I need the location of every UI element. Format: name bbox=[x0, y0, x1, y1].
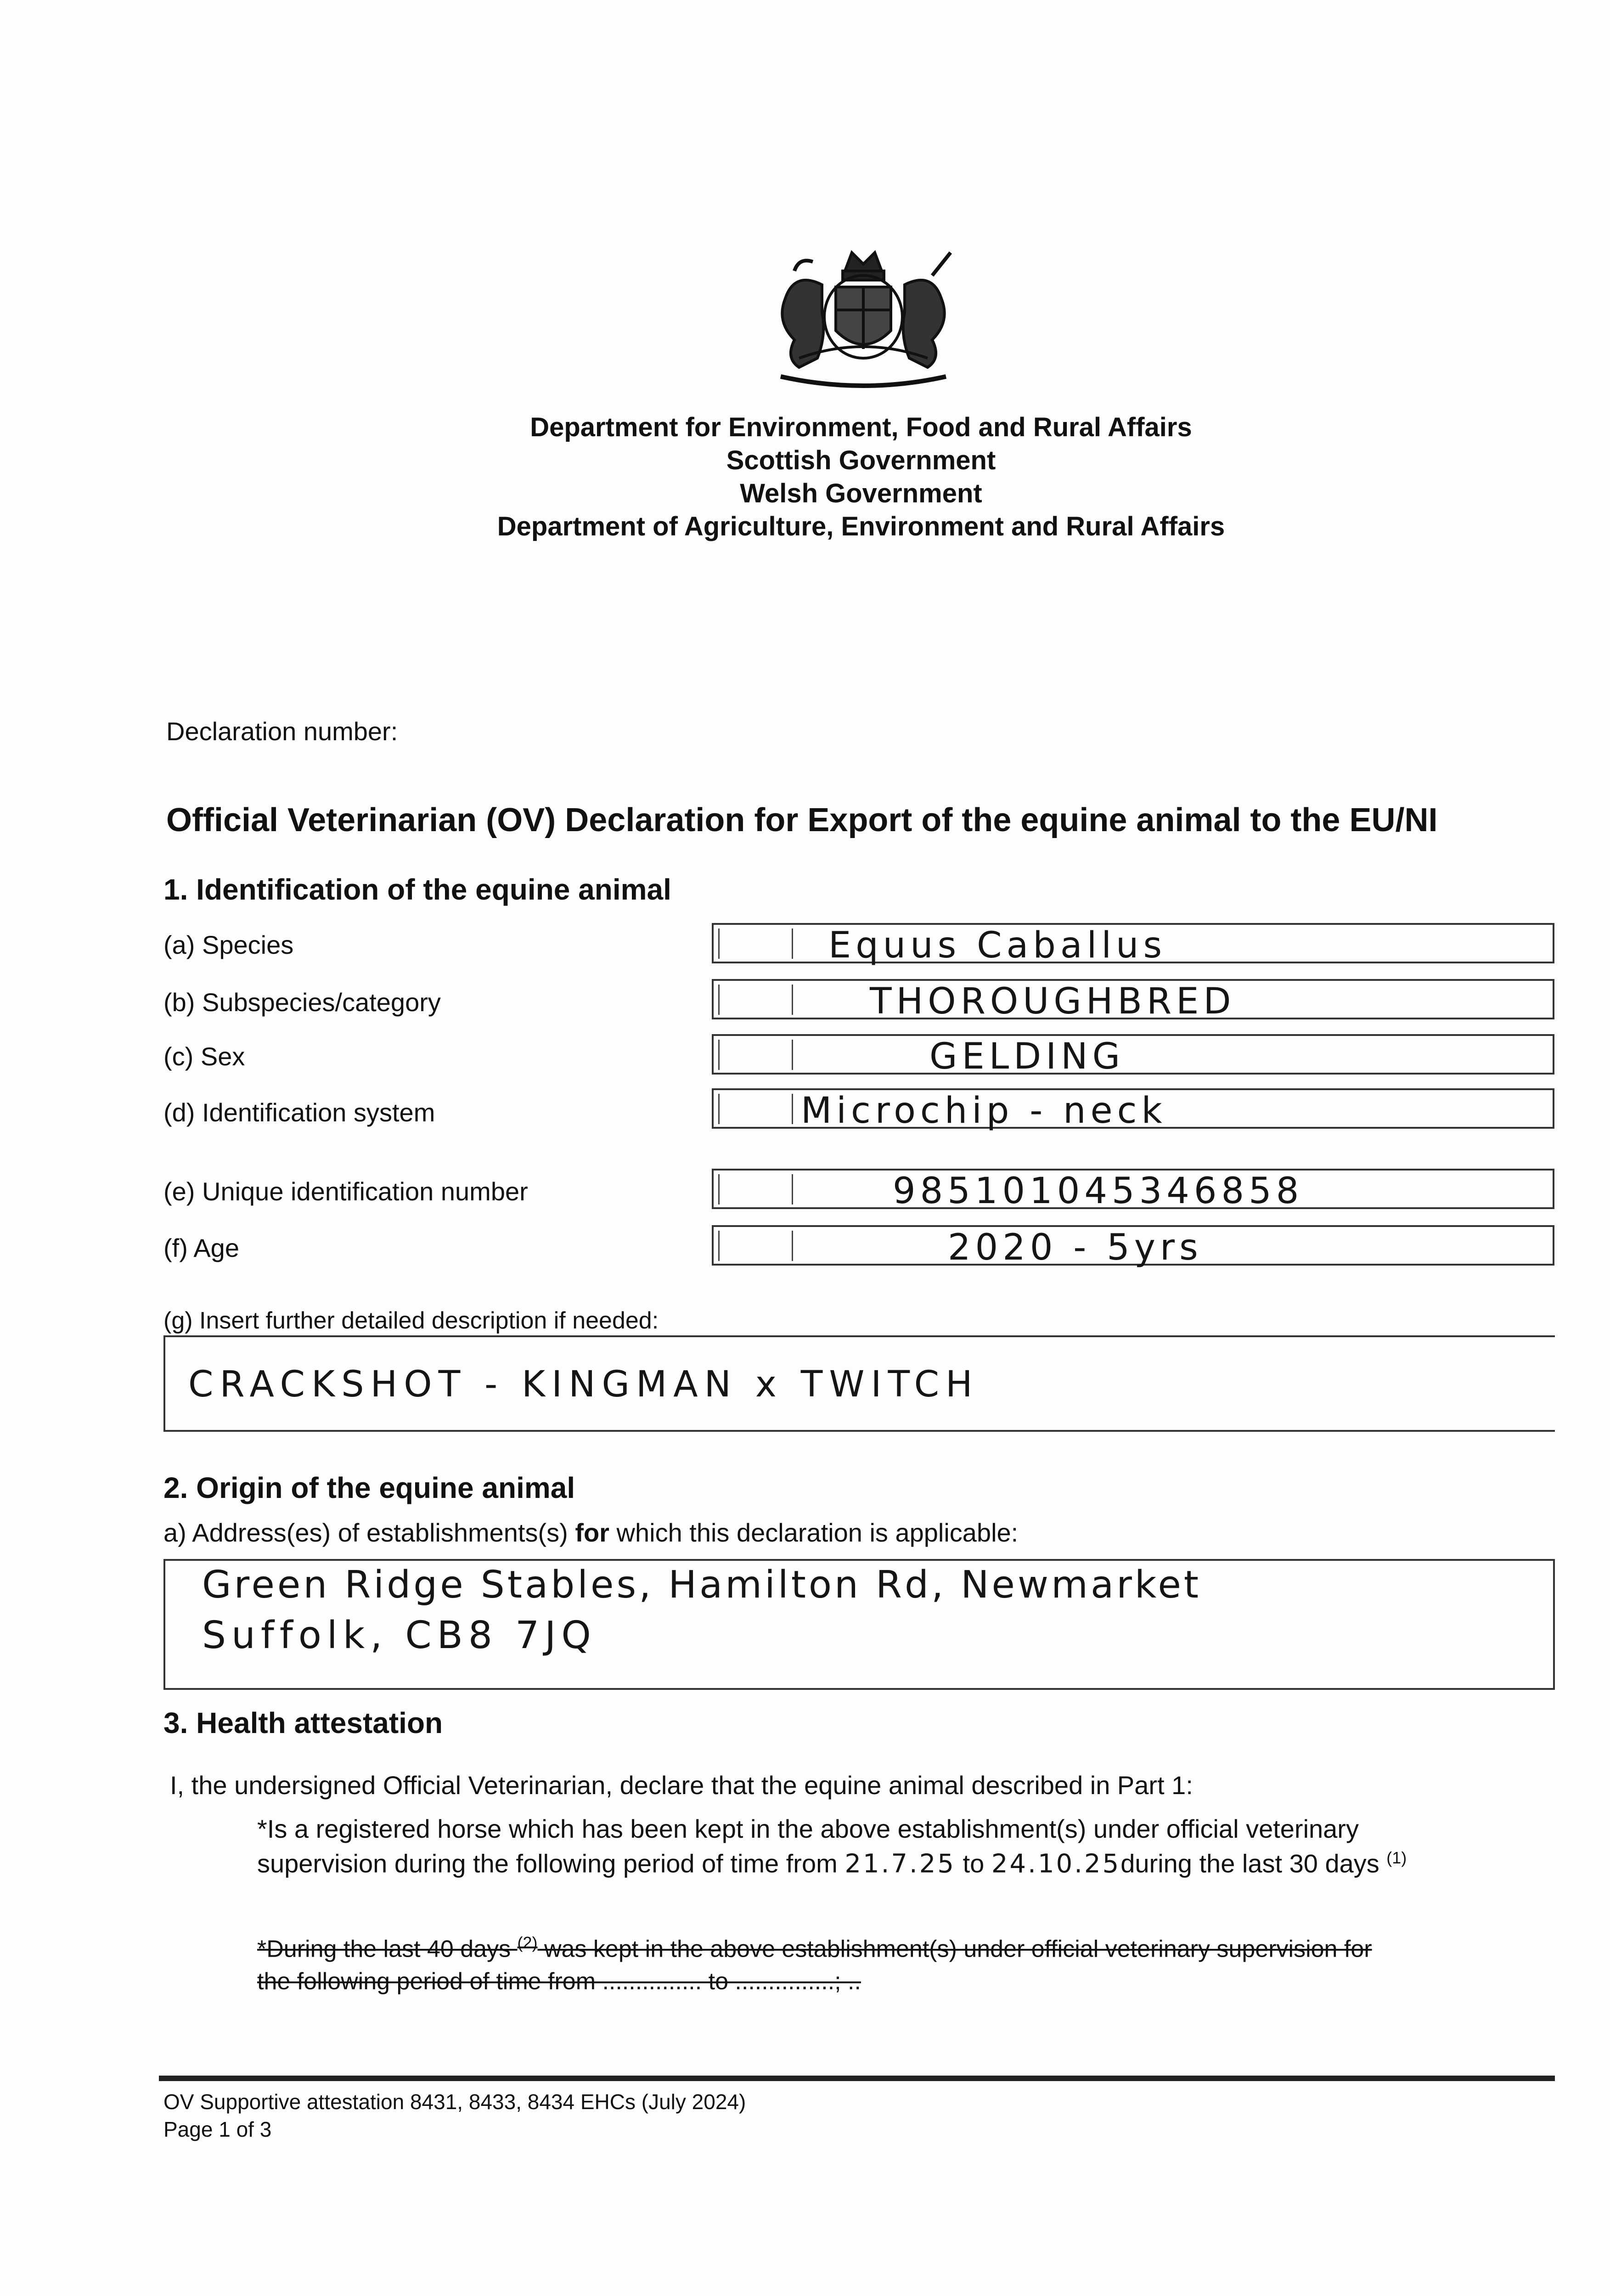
date-from: 21.7.25 bbox=[844, 1849, 956, 1879]
attestation-intro: I, the undersigned Official Veterinarian, declare that the equine animal described in Part 1: bbox=[170, 1771, 1193, 1800]
identification-system-value: Microchip - neck bbox=[801, 1090, 1167, 1131]
further-description-label: (g) Insert further detailed description if needed: bbox=[163, 1307, 659, 1334]
department-line: Welsh Government bbox=[740, 478, 982, 508]
age-label: (f) Age bbox=[163, 1233, 239, 1262]
further-description-value: CRACKSHOT - KINGMAN x TWITCH bbox=[188, 1364, 979, 1405]
date-to: 24.10.25 bbox=[991, 1849, 1121, 1879]
department-line: Department of Agriculture, Environment and Rural Affairs bbox=[497, 512, 1225, 541]
identification-system-field[interactable] bbox=[712, 1088, 1554, 1129]
royal-coat-of-arms-icon bbox=[753, 243, 974, 400]
footer-page-number: Page 1 of 3 bbox=[163, 2117, 272, 2141]
attestation-para2-line2: the following period of time from ............... to ...............; .. bbox=[257, 1968, 861, 1995]
attestation-para1-line1: *Is a registered horse which has been kept in the above establishment(s) under official veterinary bbox=[257, 1814, 1359, 1843]
age-value: 2020 - 5yrs bbox=[948, 1227, 1203, 1268]
address-field[interactable] bbox=[163, 1559, 1555, 1690]
species-value: Equus Caballus bbox=[828, 925, 1167, 966]
subspecies-field[interactable] bbox=[712, 979, 1554, 1022]
further-description-field[interactable] bbox=[163, 1335, 1555, 1432]
unique-id-label: (e) Unique identification number bbox=[163, 1177, 528, 1206]
address-line-2: Suffolk, CB8 7JQ bbox=[202, 1614, 597, 1657]
declaration-number-label: Declaration number: bbox=[166, 717, 398, 746]
unique-id-field[interactable] bbox=[712, 1169, 1554, 1212]
section2-heading: 2. Origin of the equine animal bbox=[163, 1471, 575, 1504]
sex-label: (c) Sex bbox=[163, 1042, 245, 1071]
department-line: Department for Environment, Food and Rural Affairs bbox=[530, 412, 1192, 442]
unique-id-value: 985101045346858 bbox=[893, 1171, 1304, 1212]
section1-heading: 1. Identification of the equine animal bbox=[163, 873, 671, 906]
subspecies-value: THOROUGHBRED bbox=[870, 981, 1236, 1022]
department-line: Scottish Government bbox=[726, 445, 996, 475]
sex-field[interactable] bbox=[712, 1034, 1554, 1075]
attestation-para2-line1: *During the last 40 days $^{(2)}$ was kept in the above establishment(s) under official veterinary supervision for bbox=[257, 1933, 1372, 1963]
page-title: Official Veterinarian (OV) Declaration for Export of the equine animal to the EU/NI bbox=[166, 802, 1438, 838]
departments-header bbox=[0, 411, 1610, 543]
sex-value: GELDING bbox=[929, 1036, 1125, 1077]
address-label: a) Address(es) of establishments(s) for which this declaration is applicable: bbox=[163, 1518, 1019, 1547]
identification-system-label: (d) Identification system bbox=[163, 1098, 435, 1127]
footer-attestation-ref: OV Supportive attestation 8431, 8433, 8434 EHCs (July 2024) bbox=[163, 2090, 746, 2114]
species-field[interactable] bbox=[712, 923, 1554, 966]
attestation-para1-line2: supervision during the following period of time from 21.7.25 to 24.10.25during the last 30 days $^{(1)}$ bbox=[257, 1848, 1407, 1879]
subspecies-label: (b) Subspecies/category bbox=[163, 988, 441, 1017]
section3-heading: 3. Health attestation bbox=[163, 1706, 443, 1739]
age-field[interactable] bbox=[712, 1225, 1554, 1266]
species-label: (a) Species bbox=[163, 930, 294, 959]
address-line-1: Green Ridge Stables, Hamilton Rd, Newmarket bbox=[202, 1563, 1202, 1607]
footer-divider bbox=[159, 2076, 1555, 2081]
